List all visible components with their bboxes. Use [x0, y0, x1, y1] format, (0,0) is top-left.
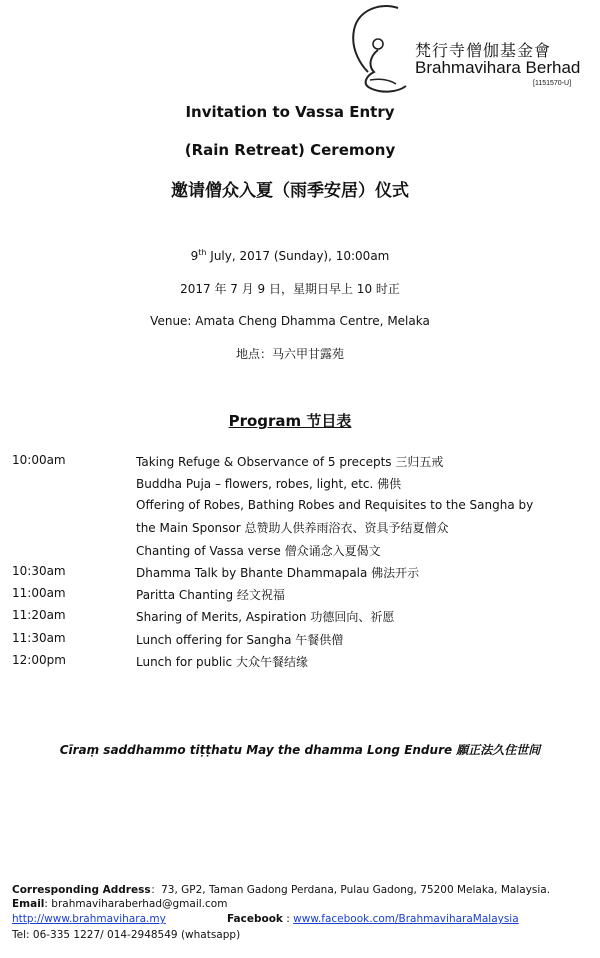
program-item: Paritta Chanting 经文祝福	[136, 588, 285, 602]
meditating-figure-icon	[340, 0, 420, 100]
program-item: Sharing of Merits, Aspiration 功德回向、祈愿	[136, 610, 395, 624]
email-label: Email	[12, 898, 45, 910]
program-item: Buddha Puja – flowers, robes, light, etc. 佛供	[136, 477, 402, 491]
event-date-chinese: 2017 年 7 月 9 日，星期日早上 10 时正	[180, 282, 400, 296]
program-time: 11:00am	[12, 586, 66, 600]
facebook-link[interactable]: www.facebook.com/BrahmaviharaMalaysia	[293, 913, 519, 925]
logo	[340, 0, 600, 100]
title-line-2: (Rain Retreat) Ceremony	[184, 141, 396, 159]
event-venue-chinese: 地点：马六甲甘露苑	[235, 347, 344, 361]
address-label: Corresponding Address	[12, 884, 151, 896]
program-heading-text: Program 节目表	[228, 412, 352, 430]
program-item: Offering of Robes, Bathing Robes and Requisites to the Sangha by	[136, 498, 534, 512]
footer-tel: Tel: 06-335 1227/ 014-2948549 (whatsapp)	[12, 929, 241, 941]
facebook-separator: :	[282, 913, 294, 925]
program-time: 11:20am	[12, 608, 66, 622]
program-item: Chanting of Vassa verse 僧众诵念入夏偈文	[136, 544, 381, 558]
facebook-label: Facebook	[227, 913, 283, 925]
date-suffix: th	[198, 248, 207, 257]
program-item: Lunch for public 大众午餐结缘	[136, 655, 308, 669]
logo-registration: [1151570-U]	[533, 80, 572, 87]
logo-chinese-name: 梵行寺僧伽基金會	[415, 41, 552, 60]
program-time: 12:00pm	[12, 653, 66, 667]
email-value: : brahmaviharaberhad@gmail.com	[44, 898, 228, 910]
motto: Cīraṃ saddhammo tiṭṭhatu May the dhamma Long Endure 願正法久住世间	[59, 743, 541, 757]
footer-address	[12, 882, 550, 897]
website-link[interactable]: http://www.brahmavihara.my	[12, 913, 166, 925]
program-item: the Main Sponsor 总赞助人供养雨浴衣、资具予结夏僧众	[136, 521, 449, 535]
title-line-1: Invitation to Vassa Entry	[185, 103, 395, 121]
program-heading	[0, 410, 580, 431]
event-venue: Venue: Amata Cheng Dhamma Centre, Melaka	[150, 314, 430, 328]
footer-website	[12, 913, 166, 925]
footer-facebook	[227, 913, 519, 925]
title-chinese: 邀请僧众入夏（雨季安居）仪式	[171, 181, 409, 201]
event-date	[0, 248, 580, 263]
program-time: 10:30am	[12, 564, 66, 578]
logo-english-name: Brahmavihara Berhad	[415, 58, 581, 77]
address-value: ：73, GP2, Taman Gadong Perdana, Pulau Gadong, 75200 Melaka, Malaysia.	[150, 884, 551, 896]
program-item: Lunch offering for Sangha 午餐供僧	[136, 633, 344, 647]
date-rest: July, 2017 (Sunday), 10:00am	[206, 249, 390, 263]
date-day: 9	[190, 249, 199, 263]
program-item: Dhamma Talk by Bhante Dhammapala 佛法开示	[136, 566, 420, 580]
footer-email	[12, 898, 227, 910]
program-time: 10:00am	[12, 453, 66, 467]
program-time: 11:30am	[12, 631, 66, 645]
program-item: Taking Refuge & Observance of 5 precepts 三归五戒	[136, 455, 444, 469]
